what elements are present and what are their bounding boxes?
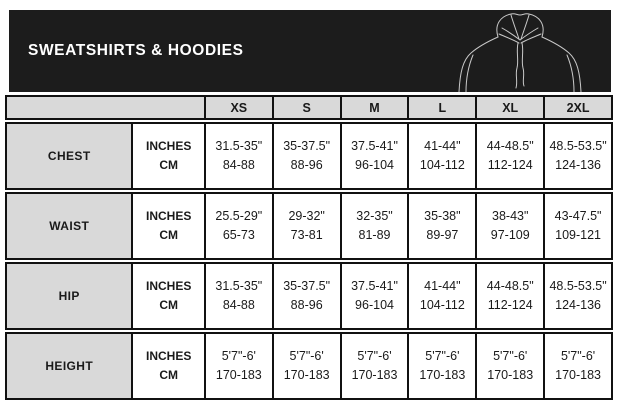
table-row-height <box>5 332 613 400</box>
cm-value: 96-104 <box>355 298 394 312</box>
cell-hip-xl <box>475 264 543 328</box>
cm-unit-label: CM <box>159 298 178 312</box>
inches-value: 5'7"-6' <box>560 349 596 363</box>
cm-value: 96-104 <box>355 158 394 172</box>
cm-value: 84-88 <box>222 298 255 312</box>
inches-unit-label: INCHES <box>145 139 192 153</box>
cell-hip-2xl <box>543 264 611 328</box>
inches-value: 5'7"-6' <box>425 349 460 363</box>
cell-waist-2xl <box>543 194 611 258</box>
cell-height-l <box>407 334 475 398</box>
cell-waist-xs <box>204 194 272 258</box>
cell-chest-2xl <box>543 124 611 188</box>
cm-value: 170-183 <box>487 368 534 382</box>
cell-hip-xs <box>204 264 272 328</box>
cell-hip-s <box>272 264 340 328</box>
cm-value: 97-109 <box>490 228 530 242</box>
size-header-row <box>5 95 613 120</box>
cm-value: 88-96 <box>290 298 323 312</box>
cm-value: 109-121 <box>555 228 601 242</box>
cell-waist-m <box>340 194 408 258</box>
inches-value: 37.5-41" <box>351 279 398 293</box>
row-label-height: HEIGHT <box>7 334 131 398</box>
table-row-waist <box>5 192 613 260</box>
size-header-xs: XS <box>204 97 272 118</box>
cm-value: 170-183 <box>283 368 330 382</box>
inches-unit-label: INCHES <box>145 279 192 293</box>
size-header-s: S <box>272 97 340 118</box>
row-label-chest: CHEST <box>7 124 131 188</box>
inches-value: 5'7"-6' <box>221 349 256 363</box>
cell-hip-m <box>340 264 408 328</box>
cm-value: 124-136 <box>555 158 601 172</box>
cell-waist-l <box>407 194 475 258</box>
cell-height-m <box>340 334 408 398</box>
cm-unit-label: CM <box>159 368 178 382</box>
inches-value: 35-37.5" <box>283 279 331 293</box>
cell-waist-s <box>272 194 340 258</box>
inches-value: 43-47.5" <box>554 209 602 223</box>
cm-value: 124-136 <box>555 298 601 312</box>
cm-value: 73-81 <box>290 228 323 242</box>
inches-value: 31.5-35" <box>215 139 263 153</box>
corner-blank-cell <box>7 97 204 118</box>
inches-value: 29-32" <box>288 209 325 223</box>
inches-value: 5'7"-6' <box>289 349 324 363</box>
inches-value: 5'7"-6' <box>357 349 392 363</box>
cm-unit-label: CM <box>159 158 178 172</box>
cm-unit-label: CM <box>159 228 178 242</box>
inches-unit-label: INCHES <box>145 209 192 223</box>
inches-unit-label: INCHES <box>145 349 192 363</box>
size-header-2xl: 2XL <box>543 97 611 118</box>
cm-value: 170-183 <box>555 368 601 382</box>
cell-waist-xl <box>475 194 543 258</box>
inches-value: 35-37.5" <box>283 139 331 153</box>
size-chart-table <box>5 95 613 400</box>
cell-hip-l <box>407 264 475 328</box>
cm-value: 170-183 <box>215 368 262 382</box>
height-units-cell <box>131 334 203 398</box>
cell-chest-xl <box>475 124 543 188</box>
hoodie-icon <box>453 12 587 92</box>
inches-value: 31.5-35" <box>215 279 263 293</box>
row-label-waist: WAIST <box>7 194 131 258</box>
size-header-xl: XL <box>475 97 543 118</box>
inches-value: 5'7"-6' <box>493 349 528 363</box>
inches-value: 48.5-53.5" <box>549 279 607 293</box>
cell-chest-xs <box>204 124 272 188</box>
waist-units-cell <box>131 194 203 258</box>
inches-value: 37.5-41" <box>351 139 398 153</box>
inches-value: 32-35" <box>356 209 393 223</box>
chest-units-cell <box>131 124 203 188</box>
table-row-hip <box>5 262 613 330</box>
inches-value: 41-44" <box>424 279 461 293</box>
cm-value: 104-112 <box>419 158 465 172</box>
cm-value: 88-96 <box>290 158 323 172</box>
cell-chest-l <box>407 124 475 188</box>
cm-value: 170-183 <box>419 368 466 382</box>
inches-value: 48.5-53.5" <box>549 139 607 153</box>
cell-chest-s <box>272 124 340 188</box>
hip-units-cell <box>131 264 203 328</box>
cm-value: 170-183 <box>351 368 398 382</box>
cell-chest-m <box>340 124 408 188</box>
table-row-chest <box>5 122 613 190</box>
inches-value: 41-44" <box>424 139 461 153</box>
cell-height-2xl <box>543 334 611 398</box>
cell-height-xs <box>204 334 272 398</box>
inches-value: 35-38" <box>424 209 461 223</box>
row-label-hip: HIP <box>7 264 131 328</box>
cm-value: 81-89 <box>358 228 391 242</box>
cell-height-xl <box>475 334 543 398</box>
cm-value: 112-124 <box>487 158 533 172</box>
header-banner <box>9 10 611 92</box>
inches-value: 44-48.5" <box>486 279 534 293</box>
page-title: SWEATSHIRTS & HOODIES <box>28 42 244 59</box>
cm-value: 84-88 <box>222 158 255 172</box>
size-header-l: L <box>407 97 475 118</box>
cm-value: 89-97 <box>426 228 459 242</box>
cm-value: 65-73 <box>222 228 255 242</box>
size-header-m: M <box>340 97 408 118</box>
cm-value: 112-124 <box>487 298 533 312</box>
inches-value: 44-48.5" <box>486 139 534 153</box>
inches-value: 38-43" <box>492 209 529 223</box>
cell-height-s <box>272 334 340 398</box>
cm-value: 104-112 <box>419 298 465 312</box>
inches-value: 25.5-29" <box>215 209 263 223</box>
